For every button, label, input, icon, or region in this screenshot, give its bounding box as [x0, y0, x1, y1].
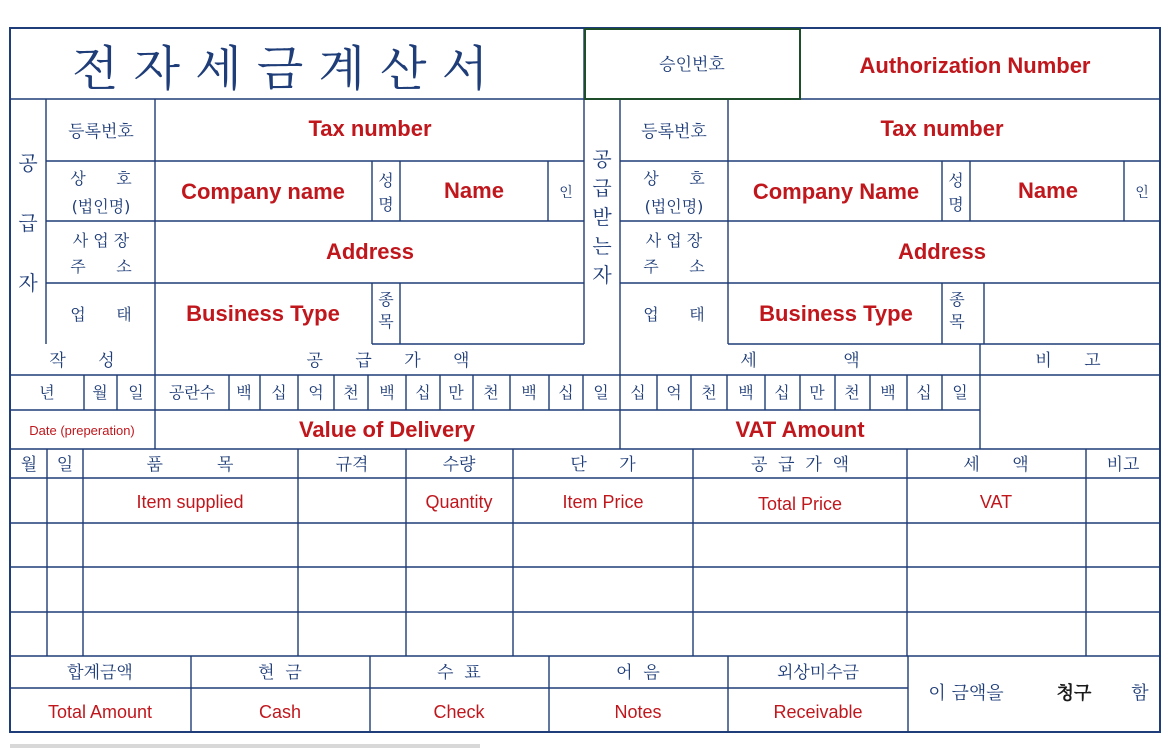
svg-text:월: 월	[20, 455, 38, 475]
supplier-biz-label: 업 태	[70, 305, 132, 324]
supplier-name-label-2: 명	[378, 195, 394, 214]
svg-text:현 금: 현 금	[258, 663, 302, 683]
svg-text:합계금액: 합계금액	[67, 663, 133, 683]
item-supplied: Item supplied	[136, 492, 244, 512]
svg-text:억: 억	[308, 383, 324, 402]
supplier-reg-label: 등록번호	[68, 122, 134, 142]
svg-text:공 급 가 액: 공 급 가 액	[750, 455, 850, 475]
svg-text:함: 함	[1131, 683, 1149, 704]
check-value[interactable]: Check	[433, 702, 485, 722]
supplier-reg-value[interactable]: Tax number	[308, 116, 432, 141]
written-label: 작 성	[49, 351, 115, 371]
svg-text:품 목: 품 목	[146, 455, 234, 475]
svg-text:십: 십	[916, 383, 932, 402]
horizontal-scrollbar[interactable]	[10, 744, 480, 748]
supply-value-label: 공 급 가 액	[306, 351, 470, 371]
supplier-item-label-2: 목	[378, 312, 394, 331]
approval-number-value[interactable]: Authorization Number	[859, 53, 1091, 78]
svg-text:백: 백	[880, 383, 896, 402]
invoice-title: 전 자 세 금 계 산 서	[71, 41, 489, 97]
recipient-address-value[interactable]: Address	[897, 239, 987, 264]
date-digit-labels	[39, 383, 143, 402]
svg-text:십: 십	[558, 383, 574, 402]
supplier-name-value[interactable]: Name	[444, 178, 504, 203]
recipient-name-label-2: 명	[948, 195, 964, 214]
svg-text:일: 일	[56, 455, 74, 475]
recipient-name-value[interactable]: Name	[1018, 178, 1078, 203]
svg-text:십: 십	[774, 383, 790, 402]
svg-text:어 음: 어 음	[616, 663, 660, 683]
cash-value[interactable]: Cash	[258, 702, 302, 722]
approval-number-label: 승인번호	[659, 55, 725, 75]
recipient-item-label-2: 목	[949, 312, 965, 331]
svg-text:는: 는	[592, 234, 612, 258]
svg-text:월: 월	[92, 383, 108, 402]
blank-count-label: 공란수	[168, 383, 216, 402]
svg-text:백: 백	[738, 383, 754, 402]
svg-text:단 가: 단 가	[570, 455, 636, 475]
svg-text:십: 십	[415, 383, 431, 402]
svg-text:일: 일	[593, 383, 609, 402]
supplier-company-value[interactable]: Company name	[181, 179, 345, 204]
svg-text:이 금액을: 이 금액을	[928, 683, 1004, 704]
claim-statement	[928, 682, 1149, 704]
supply-digit-labels	[236, 383, 608, 402]
svg-text:천: 천	[483, 383, 499, 402]
svg-text:수량: 수량	[442, 455, 476, 475]
supplier-seal: 인	[559, 185, 573, 201]
remark-label: 비 고	[1035, 351, 1101, 371]
svg-text:백: 백	[521, 383, 537, 402]
tax-amount-label: 세 액	[740, 351, 860, 371]
recipient-reg-value[interactable]: Tax number	[880, 116, 1004, 141]
total-amount-value[interactable]: Total Amount	[47, 702, 153, 722]
svg-text:년: 년	[39, 383, 55, 402]
supplier-side-label	[18, 151, 38, 295]
item-price: Item Price	[562, 492, 644, 512]
svg-text:공: 공	[592, 147, 612, 171]
supplier-biz-value[interactable]: Business Type	[186, 301, 340, 326]
svg-text:비고: 비고	[1106, 455, 1140, 475]
svg-text:받: 받	[592, 205, 612, 229]
item-table-header	[21, 454, 1140, 475]
recipient-company-label-2: (법인명)	[644, 197, 704, 216]
table-row[interactable]	[136, 492, 1012, 514]
svg-text:일: 일	[128, 383, 144, 402]
svg-text:자: 자	[18, 271, 38, 295]
svg-text:백: 백	[379, 383, 395, 402]
svg-text:백: 백	[236, 383, 252, 402]
supplier-name-label-1: 성	[378, 171, 394, 190]
totals-labels	[67, 662, 859, 683]
recipient-company-label-1: 상 호	[643, 169, 705, 188]
supplier-item-label-1: 종	[378, 290, 394, 309]
svg-text:공: 공	[18, 151, 38, 175]
recipient-side-label	[592, 147, 612, 287]
svg-text:천: 천	[844, 383, 860, 402]
svg-text:십: 십	[630, 383, 646, 402]
item-total-price: Total Price	[757, 494, 843, 514]
supply-value[interactable]: Value of Delivery	[298, 417, 476, 442]
svg-text:급: 급	[592, 176, 612, 200]
supplier-company-label-1: 상 호	[70, 169, 132, 188]
recipient-reg-label: 등록번호	[641, 122, 707, 142]
recipient-address-label-1: 사 업 장	[645, 231, 703, 250]
recipient-company-value[interactable]: Company Name	[752, 179, 920, 204]
supplier-address-label-2: 주 소	[70, 257, 132, 276]
svg-text:규격: 규격	[335, 455, 369, 475]
svg-text:외상미수금: 외상미수금	[776, 663, 860, 683]
receivable-value[interactable]: Receivable	[773, 702, 863, 722]
recipient-address-label-2: 주 소	[643, 257, 705, 276]
svg-text:천: 천	[701, 383, 717, 402]
svg-text:일: 일	[952, 383, 968, 402]
supplier-company-label-2: (법인명)	[71, 197, 131, 216]
svg-text:억: 억	[666, 383, 682, 402]
svg-text:수 표: 수 표	[437, 663, 481, 683]
recipient-seal: 인	[1135, 185, 1149, 201]
item-quantity: Quantity	[425, 492, 493, 512]
svg-text:만: 만	[448, 383, 464, 402]
supplier-address-value[interactable]: Address	[325, 239, 415, 264]
svg-text:만: 만	[809, 383, 825, 402]
item-vat: VAT	[979, 492, 1013, 512]
tax-value[interactable]: VAT Amount	[735, 417, 865, 442]
notes-value[interactable]: Notes	[614, 702, 662, 722]
svg-text:급: 급	[18, 211, 38, 235]
supplier-address-label-1: 사 업 장	[72, 231, 130, 250]
svg-text:십: 십	[271, 383, 287, 402]
svg-text:천: 천	[343, 383, 359, 402]
svg-text:자: 자	[592, 263, 612, 287]
recipient-item-label-1: 종	[949, 290, 965, 309]
svg-text:세 액: 세 액	[963, 455, 1029, 475]
recipient-biz-label: 업 태	[643, 305, 705, 324]
svg-text:청구: 청구	[1056, 683, 1092, 704]
recipient-biz-value[interactable]: Business Type	[759, 301, 913, 326]
recipient-name-label-1: 성	[948, 171, 964, 190]
tax-digit-labels	[630, 383, 967, 402]
date-value[interactable]: Date (preperation)	[29, 423, 135, 438]
